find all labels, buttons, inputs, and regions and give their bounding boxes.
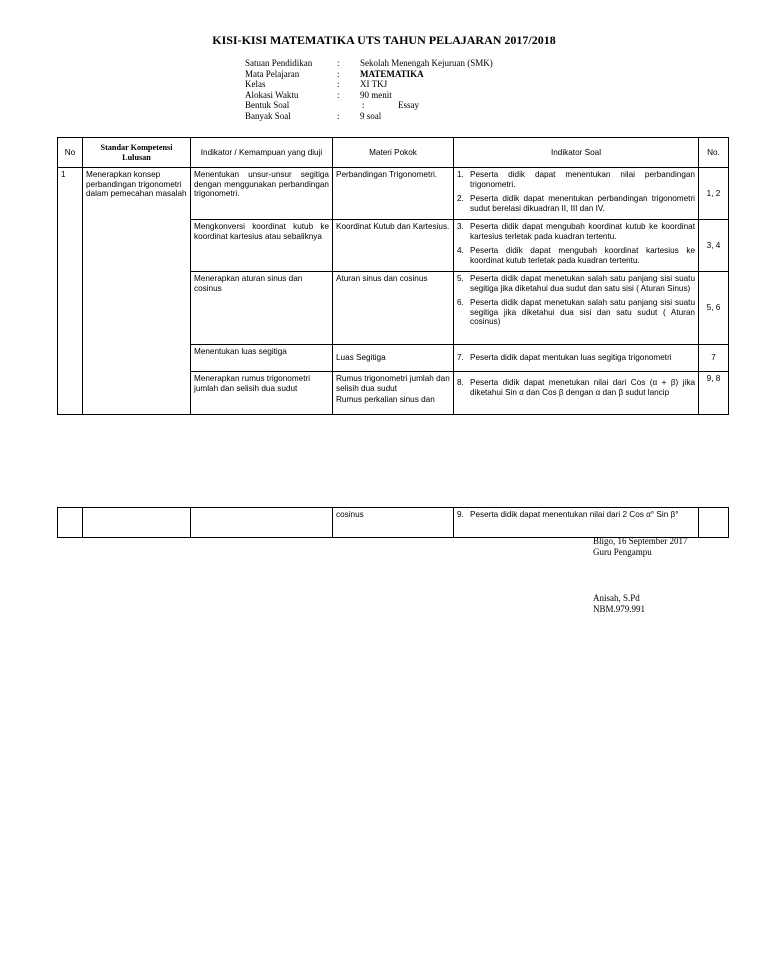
meta-label: Bentuk Soal [245,100,290,111]
meta-label: Banyak Soal [245,110,291,121]
indikator-cell: Menentukan luas segitiga [191,345,333,372]
header-no: No [58,138,83,168]
soal-item: 2. Peserta didik dapat menentukan perbandingan trigonometri sudut berelasi dikuadran II, III dan IV. [457,194,695,213]
meta-value: 90 menit [360,89,392,100]
meta-separator: : [337,89,340,100]
indikator-soal-cell [454,372,699,415]
no-soal-cell: 7 [699,345,729,372]
indikator-soal-cell [454,345,699,372]
meta-separator: : [337,79,340,90]
meta-separator: : [362,100,365,111]
indikator-cell: Menentukan unsur-unsur segitiga dengan menggunakan perbandingan trigonometri. [191,168,333,220]
table-row [58,508,729,538]
table-row [58,168,729,220]
meta-separator: : [337,110,340,121]
meta-value: Essay [398,100,419,111]
standar-kompetensi-text: Menerapkan konsep perbandingan trigonometri dalam pemecahan masalah [83,168,191,415]
no-soal-cell: 1, 2 [699,168,729,220]
materi-line: Rumus perkalian sinus dan [336,395,435,405]
materi-cell: Aturan sinus dan cosinus [333,272,454,345]
materi-cell: Koordinat Kutub dan Kartesius. [333,220,454,272]
header-indikator: Indikator / Kemampuan yang diuji [191,138,333,168]
signature-block [593,536,688,558]
indikator-cell: Menerapkan aturan sinus dan cosinus [191,272,333,345]
header-indikator-soal: Indikator Soal [454,138,699,168]
meta-value: Sekolah Menengah Kejuruan (SMK) [360,58,493,68]
meta-separator: : [337,68,340,79]
meta-label: Satuan Pendidikan [245,58,313,68]
materi-cell [333,372,454,415]
meta-separator: : [337,58,340,68]
meta-value: MATEMATIKA [360,68,424,79]
soal-item: 6. Peserta didik dapat menetukan salah satu panjang sisi suatu segitiga jika diketahui dua sisi dan satu sudut ( Aturan cosinus) [457,298,695,327]
materi-line: Rumus trigonometri jumlah dan selisih dua sudut [336,374,450,393]
soal-item: 3. Peserta didik dapat mengubah koordinat kutub ke koordinat kartesius terletak pada kuadran tertentu. [457,222,695,241]
signer-name: Anisah, S.Pd [593,593,640,603]
indikator-soal-cell [454,220,699,272]
document-title: KISI-KISI MATEMATIKA UTS TAHUN PELAJARAN 2017/2018 [212,33,556,47]
indikator-soal-cell [454,168,699,220]
no-soal-cell: 9, 8 [699,372,729,415]
meta-label: Mata Pelajaran [245,68,300,79]
soal-item: 5. Peserta didik dapat menetukan salah satu panjang sisi suatu segitiga jika diketahui dua sudut dan satu sisi ( Aturan Sinus) [457,274,695,293]
soal-item: 7. Peserta didik dapat mentukan luas segitiga trigonometri [457,353,672,363]
header-materi-pokok: Materi Pokok [333,138,454,168]
signer-role: Guru Pengampu [593,547,652,557]
meta-value: 9 soal [360,110,382,121]
empty-cell [58,508,83,538]
soal-item: 8. Peserta didik dapat menetukan nilai dari Cos (α + β) jika diketahui Sin α dan Cos β dengan α dan β sudut lancip [457,378,695,397]
no-soal-cell: 3, 4 [699,220,729,272]
materi-cell: Perbandingan Trigonometri. [333,168,454,220]
materi-cell: cosinus [333,508,454,538]
indikator-cell: Mengkonversi koordinat kutub ke koordinat kartesius atau sebaliknya [191,220,333,272]
meta-label: Kelas [245,79,266,90]
header-no-soal: No. [699,138,729,168]
signer-info [593,593,645,615]
soal-item: 9. Peserta didik dapat menentukan nilai dari 2 Cos α° Sin β° [457,510,679,519]
indikator-soal-cell [454,508,699,538]
materi-cell: Luas Segitiga [333,345,454,372]
sk-number: 1 [58,168,83,415]
empty-cell [191,508,333,538]
soal-item: 4. Peserta didik dapat mengubah koordinat kartesius ke koordinat kutub terletak pada kuadran tertentu. [457,246,695,265]
no-soal-cell: 5, 6 [699,272,729,345]
soal-item: 1. Peserta didik dapat menentukan nilai perbandingan trigonometri. [457,170,695,189]
table-header-row [58,138,729,168]
header-standar-kompetensi: Standar Kompetensi Lulusan [83,138,191,168]
kisi-kisi-table-continued [57,507,729,538]
indikator-soal-cell [454,272,699,345]
empty-cell [699,508,729,538]
place-date: Bligo, 16 September 2017 [593,536,688,546]
empty-cell [83,508,191,538]
meta-label: Alokasi Waktu [245,89,299,100]
indikator-cell: Menerapkan rumus trigonometri jumlah dan selisih dua sudut [191,372,333,415]
meta-value: XI TKJ [360,79,388,90]
kisi-kisi-table [57,137,729,415]
signer-nbm: NBM.979.991 [593,604,646,614]
